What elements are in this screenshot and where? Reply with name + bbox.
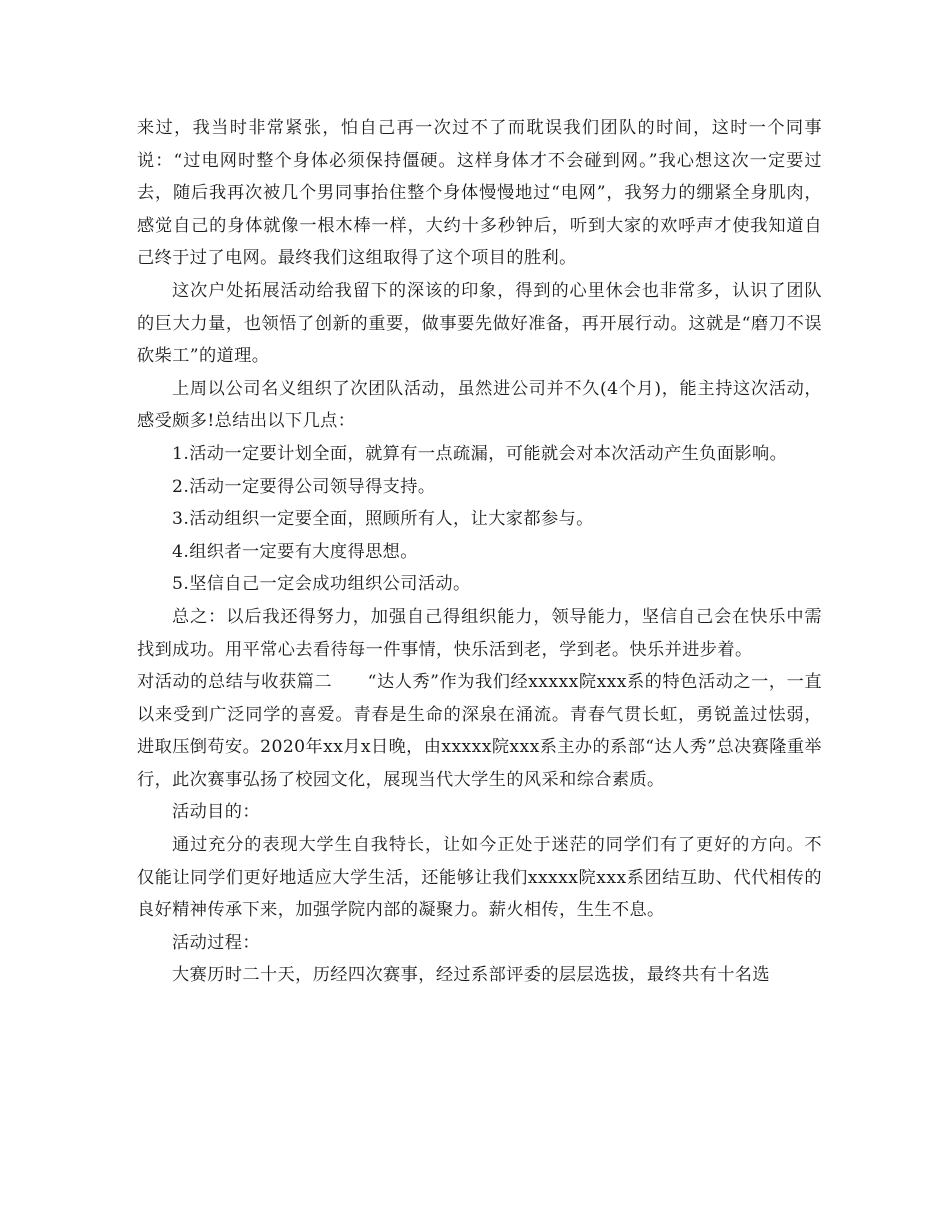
- heading-activity-purpose: 活动目的：: [172, 802, 260, 823]
- paragraph-1: 来过，我当时非常紧张，怕自己再一次过不了而耽误我们团队的时间，这时一个同事说：“过电网时整个身体必须保持僵硬。这样身体才不会碰到网。”我心想这次一定要过去，随后我再次被几个男同事抬住整个身体慢慢地过“电网”，我努力的绷紧全身肌肉，感觉自己的身体就像一根木棒一样，大约十多秒钟后，听到大家的欢呼声才使我知道自己终于过了电网。最终我们这组取得了这个项目的胜利。: [137, 118, 822, 269]
- paragraph-purpose: 通过充分的表现大学生自我特长，让如今正处于迷茫的同学们有了更好的方向。不仅能让同学们更好地适应大学生活，还能够让我们xxxxx院xxx系团结互助、代代相传的良好精神传承下来，加强学院内部的凝聚力。薪火相传，生生不息。: [137, 835, 822, 921]
- paragraph-process: 大赛历时二十天，历经四次赛事，经过系部评委的层层选拔，最终共有十名选: [172, 965, 770, 986]
- section-two-intro: 对活动的总结与收获篇二 “达人秀”作为我们经xxxxx院xxx系的特色活动之一，一直以来受到广泛同学的喜爱。青春是生命的深泉在涌流。青春气贯长虹，勇锐盖过怯弱，进取压倒苟安。2020年xx月x日晚，由xxxxx院xxx系主办的系部“达人秀”总决赛隆重举行，此次赛事弘扬了校园文化，展现当代大学生的风采和综合素质。: [137, 672, 822, 790]
- list-item-2: 2.活动一定要得公司领导得支持。: [172, 476, 436, 497]
- heading-activity-process: 活动过程：: [172, 932, 260, 953]
- list-item-3: 3.活动组织一定要全面，照顾所有人，让大家都参与。: [172, 509, 594, 530]
- list-item-5: 5.坚信自己一定会成功组织公司活动。: [172, 574, 471, 595]
- paragraph-3: 上周以公司名义组织了次团队活动，虽然进公司并不久(4个月)，能主持这次活动，感受颇多!总结出以下几点：: [137, 378, 822, 432]
- document-page: [137, 112, 822, 992]
- paragraph-2: 这次户处拓展活动给我留下的深该的印象，得到的心里休会也非常多，认识了团队的巨大力量，也领悟了创新的重要，做事要先做好准备，再开展行动。这就是“磨刀不误砍柴工”的道理。: [137, 280, 822, 367]
- list-item-1: 1.活动一定要计划全面，就算有一点疏漏，可能就会对本次活动产生负面影响。: [172, 443, 788, 464]
- paragraph-conclusion: 总之：以后我还得努力，加强自己得组织能力，领导能力，坚信自己会在快乐中需找到成功。用平常心去看待每一件事情，快乐活到老，学到老。快乐并进步着。: [137, 606, 822, 660]
- list-item-4: 4.组织者一定要有大度得思想。: [172, 541, 418, 562]
